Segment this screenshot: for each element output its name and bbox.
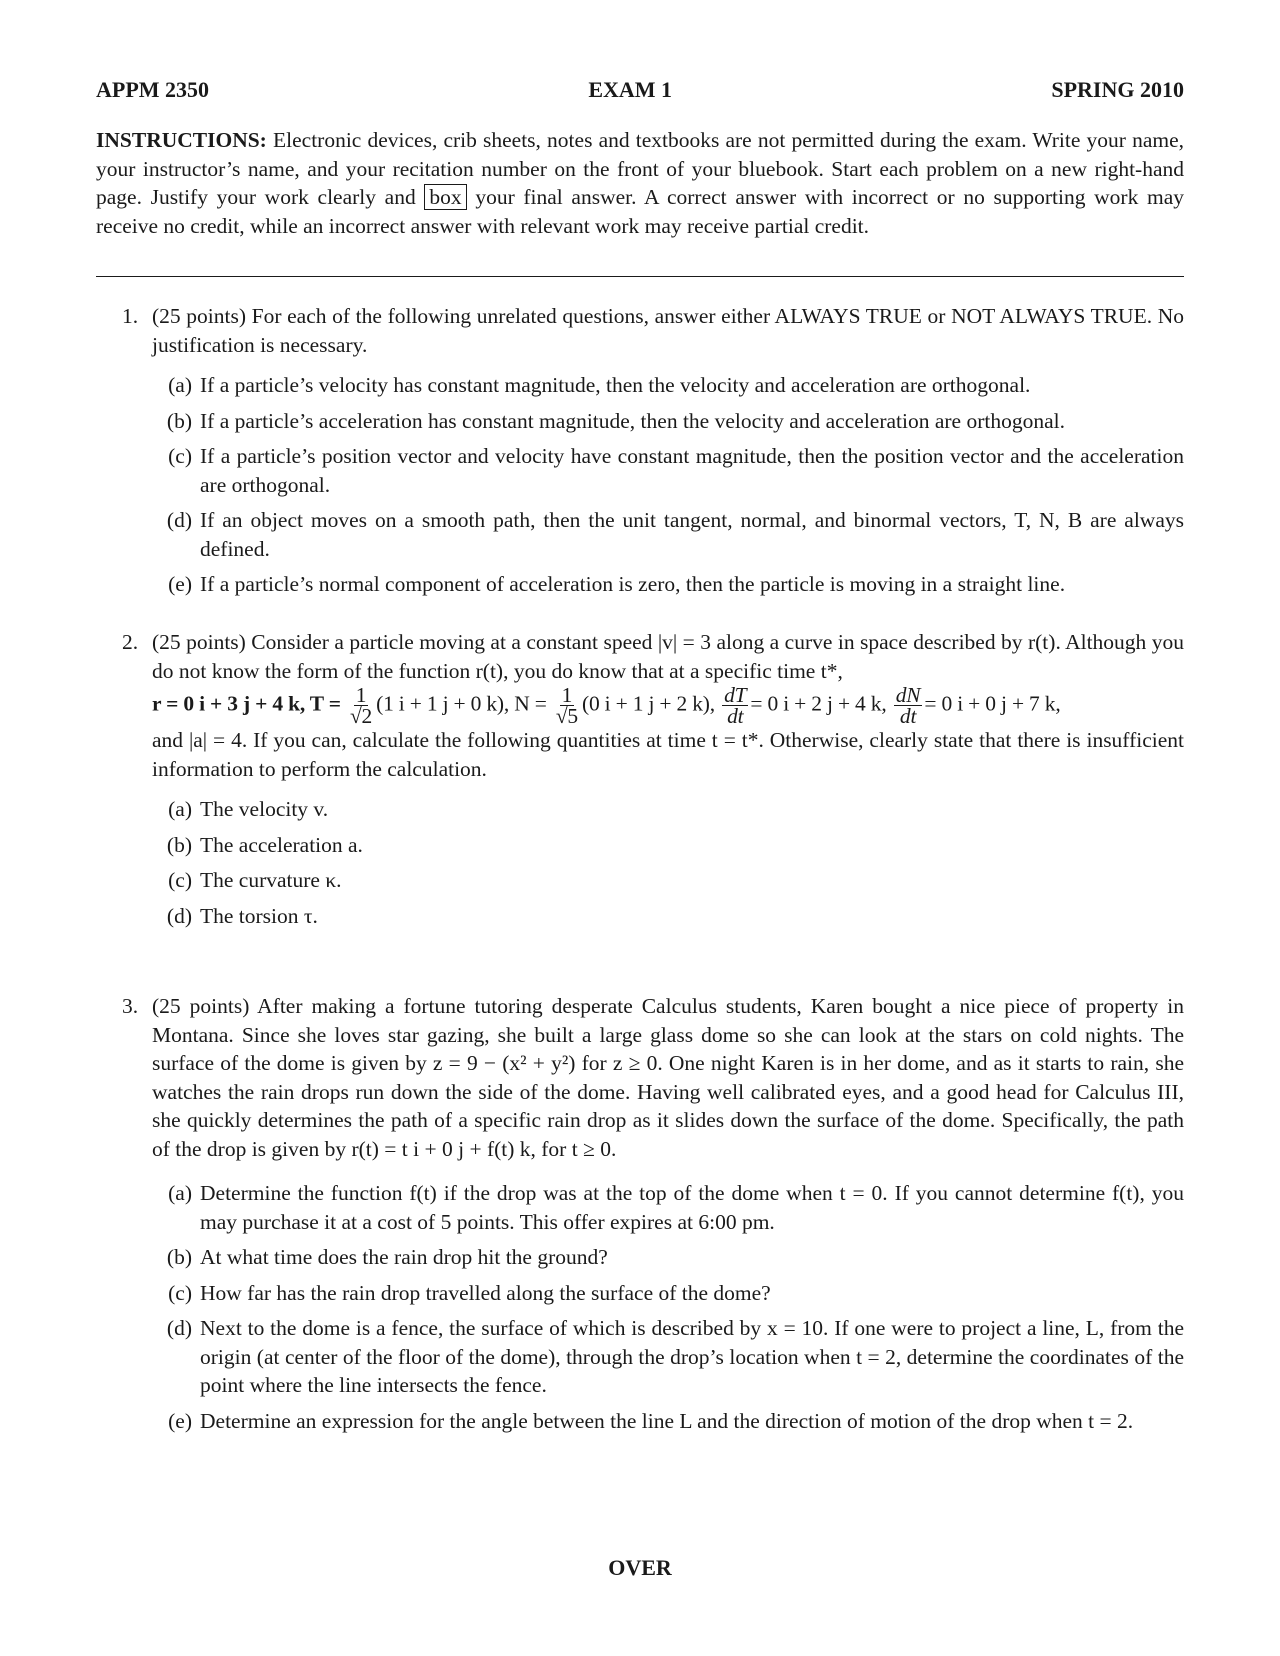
part-a — [152, 1179, 1184, 1236]
eq-N-vec: (0 i + 1 j + 2 k), — [581, 691, 715, 716]
part-text: How far has the rain drop travelled along the surface of the dome? — [200, 1280, 771, 1305]
frac-dT — [722, 685, 748, 726]
part-b — [152, 407, 1184, 436]
given-values-equation — [152, 685, 1184, 726]
frac-N — [554, 685, 580, 726]
problem-2 — [122, 628, 1184, 937]
part-e — [152, 1407, 1184, 1436]
part-label: (d) — [166, 508, 192, 532]
frac-dN-den: dt — [899, 704, 917, 728]
part-text: If an object moves on a smooth path, then the unit tangent, normal, and binormal vectors, T, N, B are always defined. — [200, 508, 1184, 561]
part-text: The torsion τ. — [200, 903, 318, 928]
part-label: (c) — [168, 868, 192, 892]
problem-number: 2. — [122, 630, 139, 654]
problem-parts — [152, 1179, 1184, 1435]
problem-intro-part1: (25 points) Consider a particle moving at a constant speed |v| = 3 along a curve in space described by r(t). Although you do not know the form of the function r(t), you do know that at a specific time t*, — [152, 630, 1184, 683]
part-b — [152, 831, 1184, 860]
part-text: The acceleration a. — [200, 832, 363, 857]
part-a — [152, 371, 1184, 400]
part-c — [152, 866, 1184, 895]
eq-dT: = 0 i + 2 j + 4 k, — [750, 691, 887, 716]
problem-intro: (25 points) For each of the following unrelated questions, answer either ALWAYS TRUE or NOT ALWAYS TRUE. No justification is necessary. — [152, 304, 1184, 357]
frac-N-num: 1 — [561, 683, 573, 707]
frac-dN — [894, 685, 923, 726]
instructions-text-1: Electronic devices, crib sheets, notes and textbooks are not permitted during the exam. Write your name, your instructor’s name, and your recitation number on the front of your bluebook. Start each problem on a new right-hand page. Justify your work clearly and — [96, 128, 1184, 209]
instructions-label: INSTRUCTIONS: — [96, 128, 267, 152]
part-text: If a particle’s normal component of acceleration is zero, then the particle is moving in a straight line. — [200, 572, 1066, 596]
part-text: If a particle’s acceleration has constant magnitude, then the velocity and acceleration are orthogonal. — [200, 408, 1065, 433]
eq-dN: = 0 i + 0 j + 7 k, — [924, 691, 1061, 716]
course-code: APPM 2350 — [96, 77, 210, 102]
part-label: (a) — [168, 373, 192, 397]
part-text: If a particle’s position vector and velocity have constant magnitude, then the position vector and the acceleration are orthogonal. — [200, 444, 1184, 497]
problem-intro-part2: and |a| = 4. If you can, calculate the following quantities at time t = t*. Otherwise, clearly state that there is insufficient information to perform the calculation. — [152, 728, 1184, 781]
problem-3 — [122, 992, 1184, 1442]
boxed-word: box — [424, 184, 466, 210]
part-text: Determine an expression for the angle between the line L and the direction of motion of the drop when t = 2. — [200, 1408, 1134, 1433]
eq-r: r = 0 i + 3 j + 4 k, T = — [152, 691, 341, 716]
part-c — [152, 1279, 1184, 1308]
part-text: Next to the dome is a fence, the surface of which is described by x = 10. If one were to project a line, L, from the origin (at center of the floor of the dome), through the drop’s location when t = 2, determine the coordinates of the point where the line intersects the fence. — [200, 1316, 1184, 1397]
part-label: (d) — [166, 903, 192, 928]
part-label: (c) — [168, 444, 192, 468]
part-b — [152, 1243, 1184, 1272]
problem-number: 1. — [122, 304, 139, 328]
part-label: (b) — [166, 408, 192, 433]
instructions — [96, 126, 1184, 240]
part-a — [152, 795, 1184, 824]
frac-N-den: √5 — [555, 704, 578, 728]
frac-dN-num: dN — [895, 683, 921, 707]
part-label: (b) — [166, 1245, 192, 1269]
instructions-text-2: your final answer. A correct answer with incorrect or no supporting work may receive no credit, while an incorrect answer with relevant work may receive partial credit. — [96, 185, 1185, 238]
part-label: (c) — [168, 1280, 192, 1305]
part-d — [152, 506, 1184, 563]
part-e — [152, 570, 1184, 599]
part-d — [152, 1314, 1184, 1400]
problem-number: 3. — [122, 994, 139, 1018]
part-text: At what time does the rain drop hit the ground? — [200, 1245, 608, 1269]
exam-term: SPRING 2010 — [1051, 77, 1184, 102]
frac-T-den: √2 — [349, 704, 373, 728]
part-label: (e) — [168, 572, 192, 596]
problem-parts — [152, 795, 1184, 930]
problem-intro: (25 points) After making a fortune tutoring desperate Calculus students, Karen bought a nice piece of property in Montana. Since she loves star gazing, she built a large glass dome so she can look at the stars on cold nights. The surface of the dome is given by z = 9 − (x² + y²) for z ≥ 0. One night Karen is in her dome, and as it starts to rain, she watches the rain drops run down the side of the dome. Having well calibrated eyes, and a good head for Calculus III, she quickly determines the path of a specific rain drop as it slides down the surface of the dome. Specifically, the path of the drop is given by r(t) = t i + 0 j + f(t) k, for t ≥ 0. — [152, 994, 1184, 1161]
part-text: The curvature κ. — [200, 868, 342, 892]
exam-title: EXAM 1 — [588, 77, 673, 102]
eq-T-vec: (1 i + 1 j + 0 k), N = — [376, 691, 547, 716]
part-label: (d) — [166, 1316, 192, 1340]
frac-dT-den: dt — [727, 704, 744, 728]
frac-dT-num: dT — [724, 683, 747, 707]
divider — [96, 276, 1184, 277]
part-text: Determine the function f(t) if the drop was at the top of the dome when t = 0. If you cannot determine f(t), you may purchase it at a cost of 5 points. This offer expires at 6:00 pm. — [200, 1181, 1184, 1234]
part-text: If a particle’s velocity has constant magnitude, then the velocity and acceleration are orthogonal. — [200, 373, 1031, 397]
part-text: The velocity v. — [200, 797, 329, 821]
part-d — [152, 902, 1184, 931]
part-c — [152, 442, 1184, 499]
frac-T-num: 1 — [355, 683, 367, 707]
problem-intro — [152, 628, 1184, 783]
part-label: (e) — [168, 1408, 192, 1433]
part-label: (a) — [168, 1181, 192, 1205]
part-label: (a) — [168, 797, 192, 821]
problem-1 — [122, 302, 1184, 606]
part-label: (b) — [166, 832, 192, 857]
page-header — [96, 76, 1184, 105]
problem-parts — [152, 371, 1184, 599]
page-footer: OVER — [608, 1555, 672, 1580]
frac-T — [348, 685, 374, 726]
